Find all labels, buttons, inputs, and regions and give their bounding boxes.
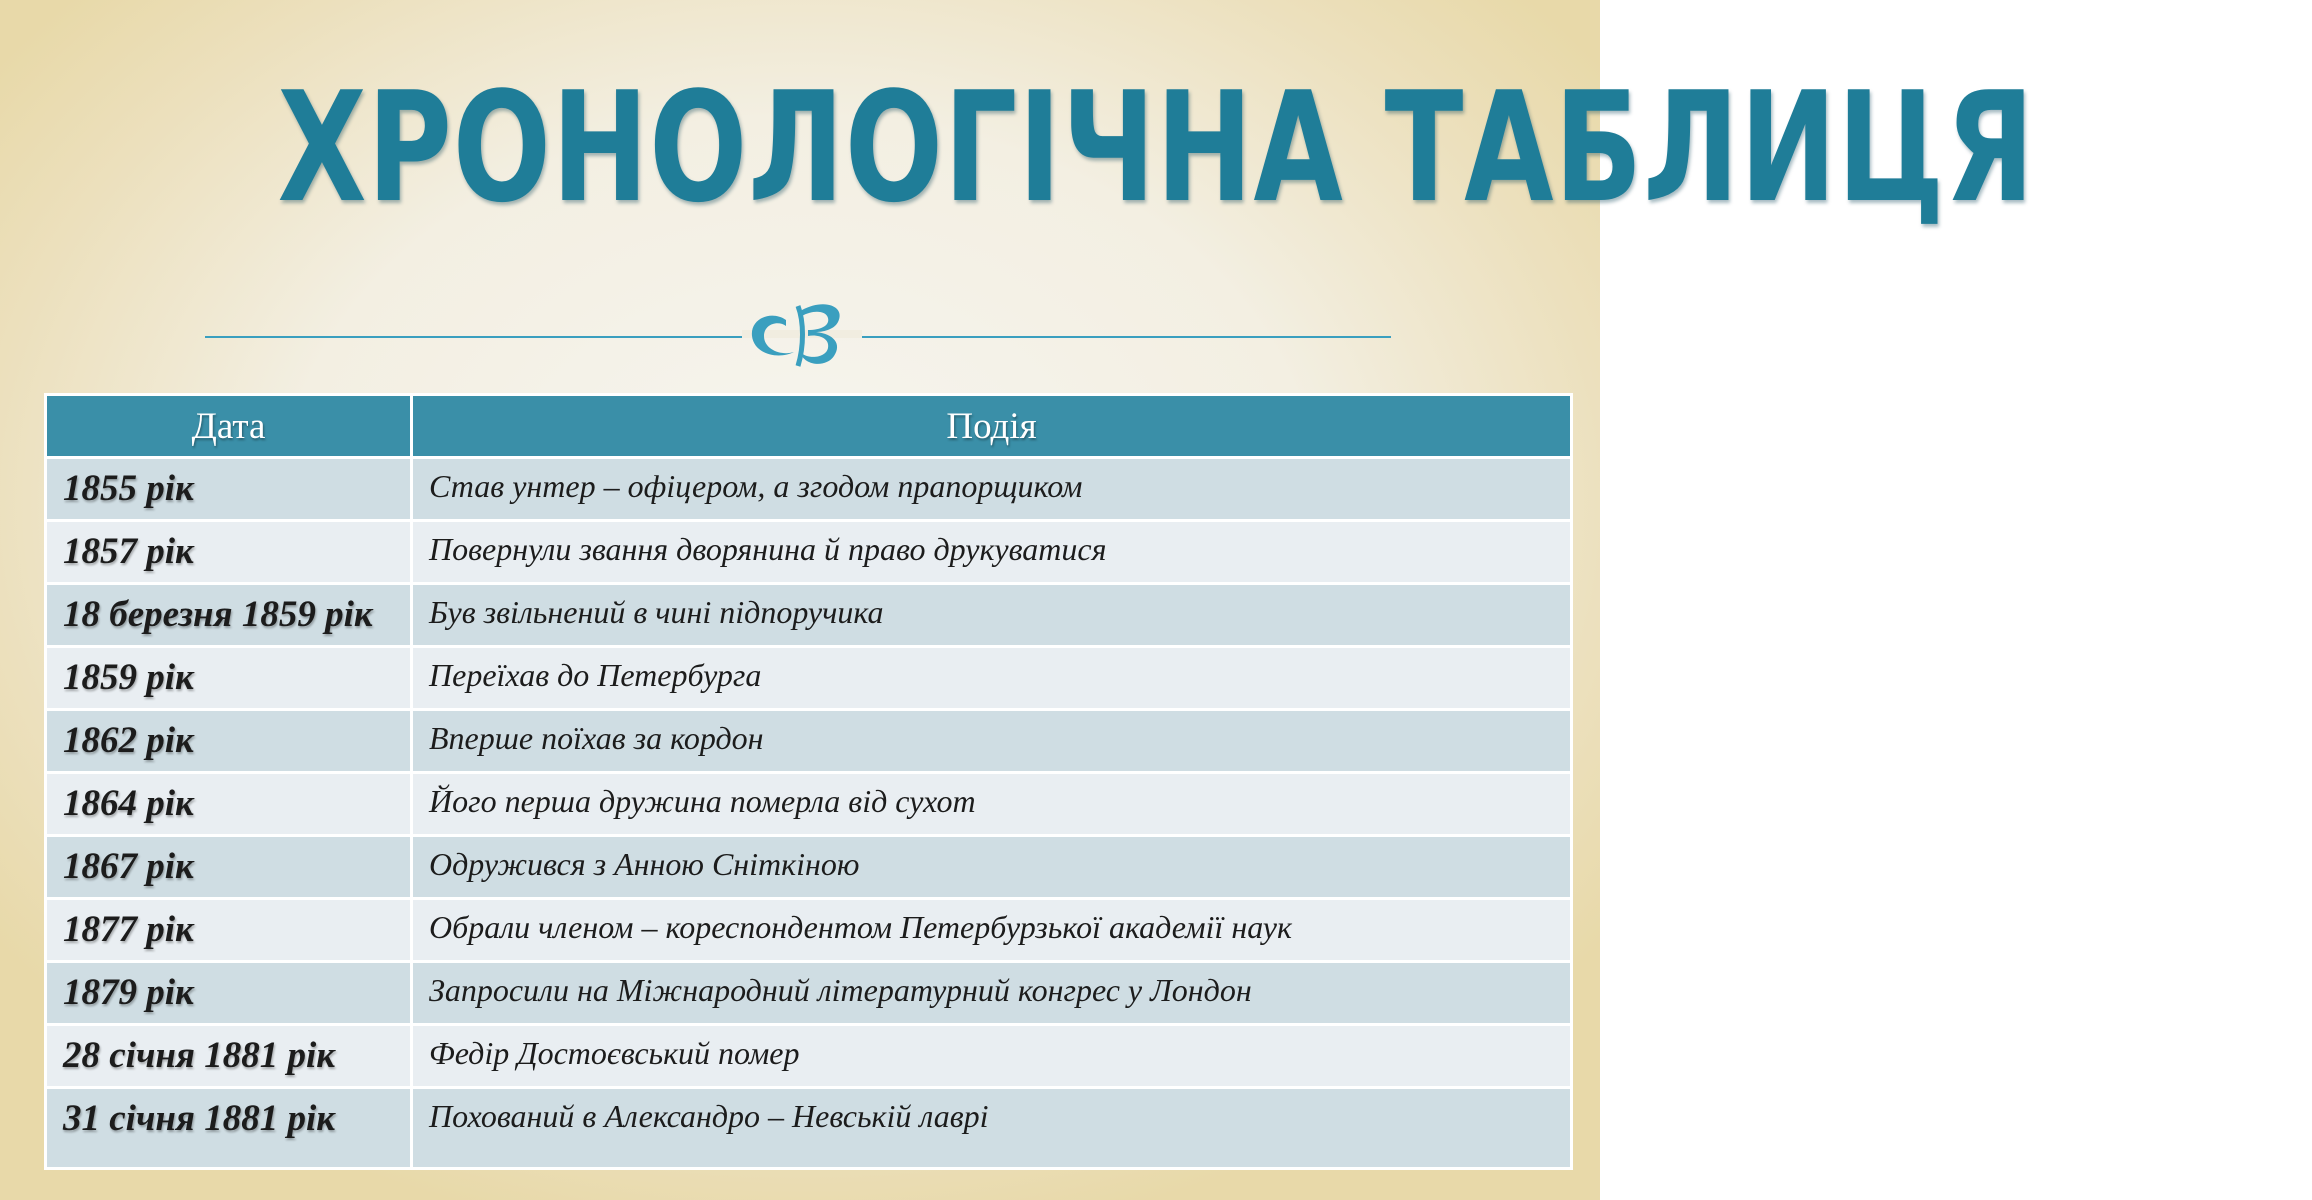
row-date: 31 січня 1881 рік	[46, 1088, 412, 1169]
header-event: Подія	[412, 395, 1572, 458]
row-event: Став унтер – офіцером, а згодом прапорщиком	[412, 458, 1572, 521]
row-date: 1877 рік	[46, 899, 412, 962]
table-row	[46, 584, 1572, 647]
row-date: 1855 рік	[46, 458, 412, 521]
table-row	[46, 962, 1572, 1025]
row-event: Федір Достоєвський помер	[412, 1025, 1572, 1088]
title-container	[0, 59, 2035, 236]
row-date: 18 березня 1859 рік	[46, 584, 412, 647]
table-row	[46, 647, 1572, 710]
row-date: 1857 рік	[46, 521, 412, 584]
table-row	[46, 458, 1572, 521]
row-event: Вперше поїхав за кордон	[412, 710, 1572, 773]
row-event: Одружився з Анною Сніткіною	[412, 836, 1572, 899]
table-row	[46, 773, 1572, 836]
table-row	[46, 710, 1572, 773]
row-date: 1862 рік	[46, 710, 412, 773]
chronology-table	[44, 393, 1573, 1170]
table-row	[46, 1025, 1572, 1088]
row-date: 1867 рік	[46, 836, 412, 899]
row-date: 1859 рік	[46, 647, 412, 710]
swirl-ornament-icon	[742, 296, 862, 374]
row-date: 28 січня 1881 рік	[46, 1025, 412, 1088]
page-title: ХРОНОЛОГІЧНА ТАБЛИЦЯ	[277, 59, 2035, 236]
row-event: Повернули звання дворянина й право друкуватися	[412, 521, 1572, 584]
table-row	[46, 899, 1572, 962]
row-event: Його перша дружина померла від сухот	[412, 773, 1572, 836]
table-row	[46, 1088, 1572, 1169]
row-date: 1879 рік	[46, 962, 412, 1025]
row-event: Був звільнений в чині підпоручика	[412, 584, 1572, 647]
row-event: Похований в Александро – Невській лаврі	[412, 1088, 1572, 1169]
header-date: Дата	[46, 395, 412, 458]
table-row	[46, 521, 1572, 584]
row-date: 1864 рік	[46, 773, 412, 836]
row-event: Обрали членом – кореспондентом Петербурзької академії наук	[412, 899, 1572, 962]
row-event: Переїхав до Петербурга	[412, 647, 1572, 710]
table-header-row	[46, 395, 1572, 458]
table-row	[46, 836, 1572, 899]
row-event: Запросили на Міжнародний літературний конгрес у Лондон	[412, 962, 1572, 1025]
